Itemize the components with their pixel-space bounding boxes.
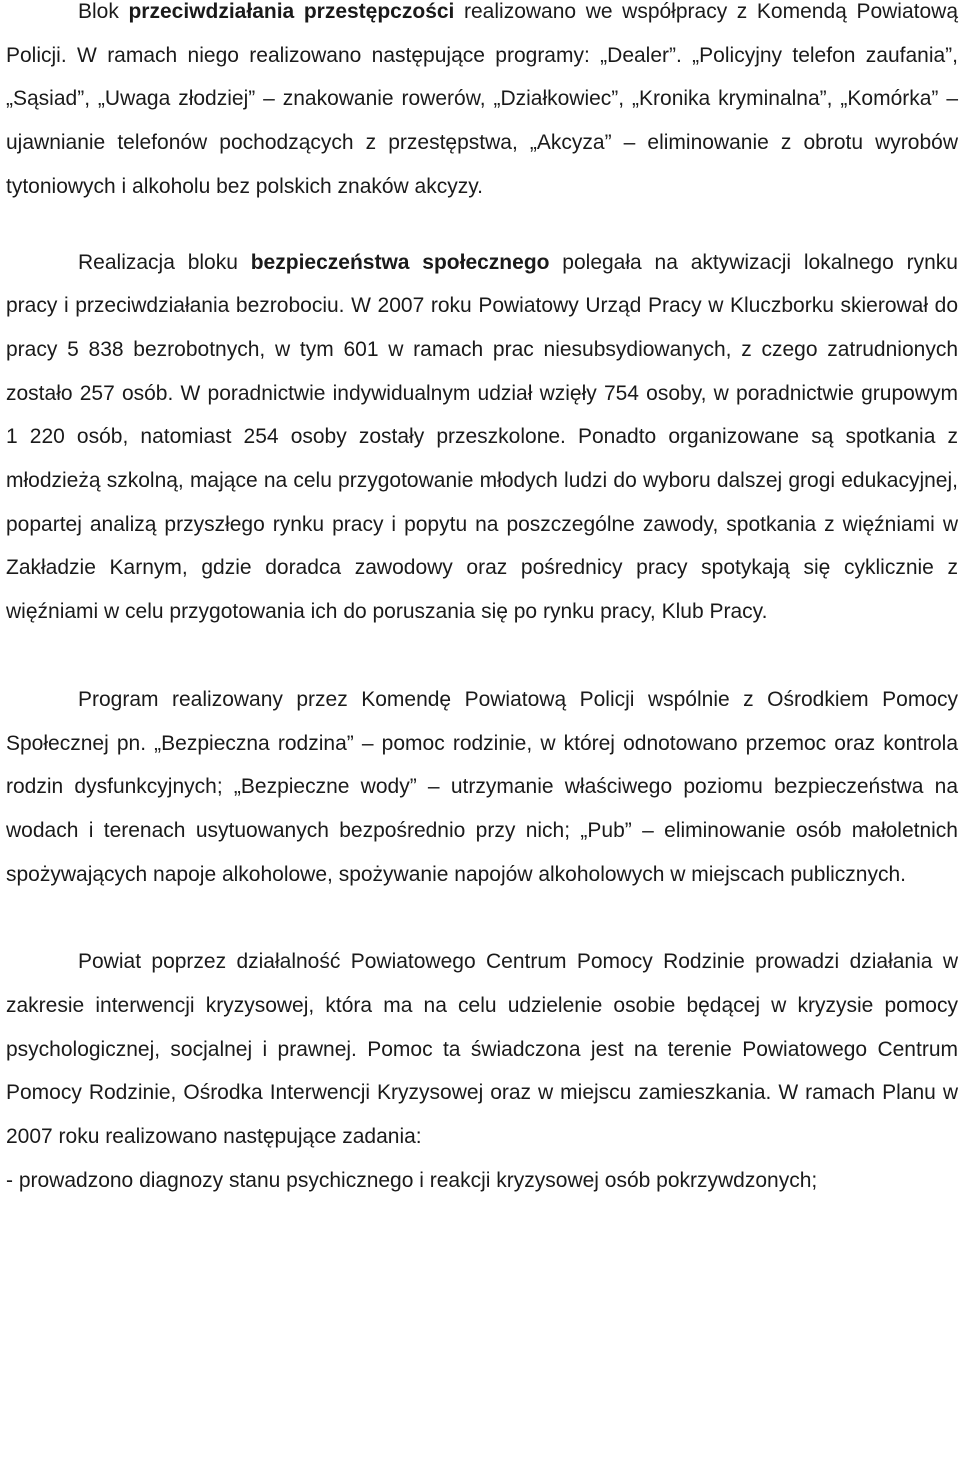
paragraph-police-program: Program realizowany przez Komendę Powiatową Policji wspólnie z Ośrodkiem Pomocy Społecznej pn. „Bezpieczna rodzina” – pomoc rodzinie, w której odnotowano przemoc oraz kontrola rodzin dysfunkcyjnych; „Bezpieczne wody” – utrzymanie właściwego poziomu bezpieczeństwa na wodach i terenach usytuowanych bezpośrednio przy nich; „Pub” – eliminowanie osób małoletnich spożywających napoje alkoholowe, spożywanie napojów alkoholowych w miejscach publicznych. bbox=[6, 687, 958, 886]
paragraph-social-security bbox=[6, 241, 958, 634]
paragraph-2-bold: bezpieczeństwa społecznego bbox=[250, 250, 550, 274]
list-item: - prowadzono diagnozy stanu psychicznego i reakcji kryzysowej osób pokrzywdzonych; bbox=[6, 1168, 818, 1192]
paragraph-crisis-intervention: Powiat poprzez działalność Powiatowego Centrum Pomocy Rodzinie prowadzi działania w zakresie interwencji kryzysowej, która ma na celu udzielenie osobie będącej w kryzysie pomocy psychologicznej, socjalnej i prawnej. Pomoc ta świadczona jest na terenie Powiatowego Centrum Pomocy Rodzinie, Ośrodka Interwencji Kryzysowej oraz w miejscu zamieszkania. W ramach Planu w 2007 roku realizowano następujące zadania: bbox=[6, 950, 958, 1149]
paragraph-1-rest: realizowano we współpracy z Komendą Powiatową Policji. W ramach niego realizowano następujące programy: „Dealer”. „Policyjny telefon zaufania”, „Sąsiad”, „Uwaga złodziej” – znakowanie rowerów, „Działkowiec”, „Kronika kryminalna”, „Komórka” – ujawnianie telefonów pochodzących z przestępstwa, „Akcyza” – eliminowanie z obrotu wyrobów tytoniowych i alkoholu bez polskich znaków akcyzy. bbox=[6, 0, 958, 198]
paragraph-2-rest: polegała na aktywizacji lokalnego rynku pracy i przeciwdziałania bezrobociu. W 2007 roku Powiatowy Urząd Pracy w Kluczborku skierował do pracy 5 838 bezrobotnych, w tym 601 w ramach prac niesubsydiowanych, z czego zatrudnionych zostało 257 osób. W poradnictwie indywidualnym udział wzięły 754 osoby, w poradnictwie grupowym 1 220 osób, natomiast 254 osoby zostały przeszkolone. Ponadto organizowane są spotkania z młodzieżą szkolną, mające na celu przygotowanie młodych ludzi do wyboru dalszej grogi edukacyjnej, popartej analizą przyszłego rynku pracy i popytu na poszczególne zawody, spotkania z więźniami w Zakładzie Karnym, gdzie doradca zawodowy oraz pośrednicy pracy spotykają się cyklicznie z więźniami w celu przygotowania ich do poruszania się po rynku pracy, Klub Pracy. bbox=[6, 250, 958, 624]
paragraph-1-start: Blok bbox=[78, 0, 129, 23]
document-page bbox=[6, 0, 958, 1203]
paragraph-1-bold: przeciwdziałania przestępczości bbox=[128, 0, 455, 23]
paragraph-crime-prevention bbox=[6, 0, 958, 209]
paragraph-2-start: Realizacja bloku bbox=[78, 250, 251, 274]
